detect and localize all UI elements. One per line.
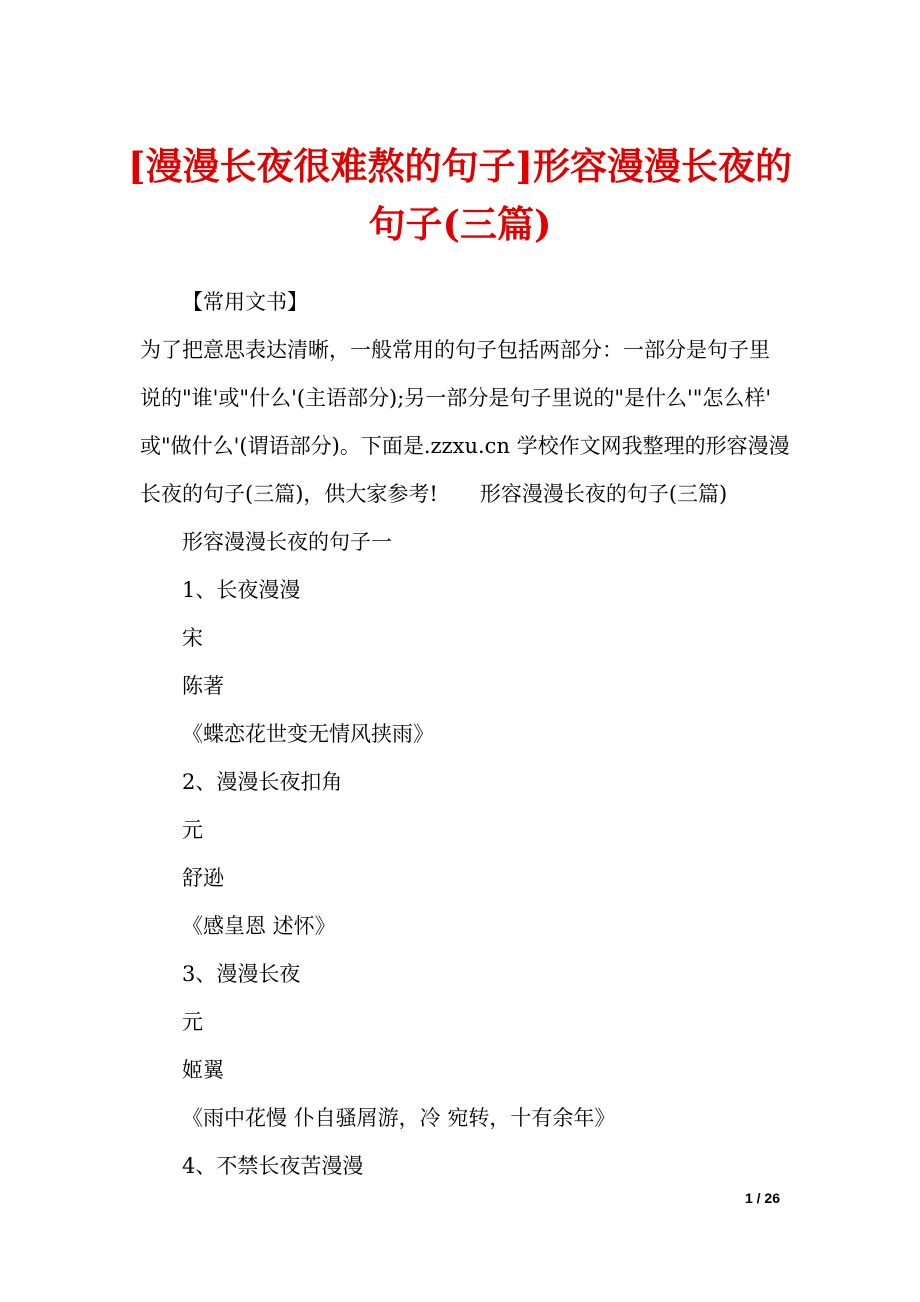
entry-line: 《雨中花慢 仆自骚屑游，冷 宛转，十有余年》 xyxy=(182,1106,616,1130)
entry-line: 陈著 xyxy=(182,674,224,698)
document-title-line-1: [漫漫长夜很难熬的句子]形容漫漫长夜的 xyxy=(127,144,792,188)
intro-line-4: 长夜的句子(三篇)，供大家参考! 形容漫漫长夜的句子(三篇) xyxy=(140,482,728,506)
entry-line: 舒逊 xyxy=(182,866,224,890)
entry-line: 元 xyxy=(182,1010,203,1034)
entry-line: 姬翼 xyxy=(182,1058,224,1082)
category-label: 【常用文书】 xyxy=(182,290,308,314)
entry-line: 《蝶恋花世变无情风挟雨》 xyxy=(182,722,434,746)
entry-line: 4、不禁长夜苦漫漫 xyxy=(182,1154,364,1178)
section-heading: 形容漫漫长夜的句子一 xyxy=(182,530,392,554)
intro-line-1: 为了把意思表达清晰，一般常用的句子包括两部分：一部分是句子里 xyxy=(140,338,770,362)
entry-line: 宋 xyxy=(182,626,203,650)
entry-line: 3、漫漫长夜 xyxy=(182,962,301,986)
entry-line: 2、漫漫长夜扣角 xyxy=(182,770,343,794)
entry-line: 《感皇恩 述怀》 xyxy=(182,914,336,938)
page-indicator: 1 / 26 xyxy=(744,1190,780,1206)
entry-line: 元 xyxy=(182,818,203,842)
entry-line: 1、长夜漫漫 xyxy=(182,578,301,602)
intro-line-3: 或"做什么'(谓语部分)。下面是.zzxu.cn 学校作文网我整理的形容漫漫 xyxy=(140,434,790,458)
intro-line-2: 说的"谁'或"什么'(主语部分);另一部分是句子里说的"是什么'"怎么样' xyxy=(140,386,772,410)
document-title-line-2: 句子(三篇) xyxy=(368,202,552,246)
